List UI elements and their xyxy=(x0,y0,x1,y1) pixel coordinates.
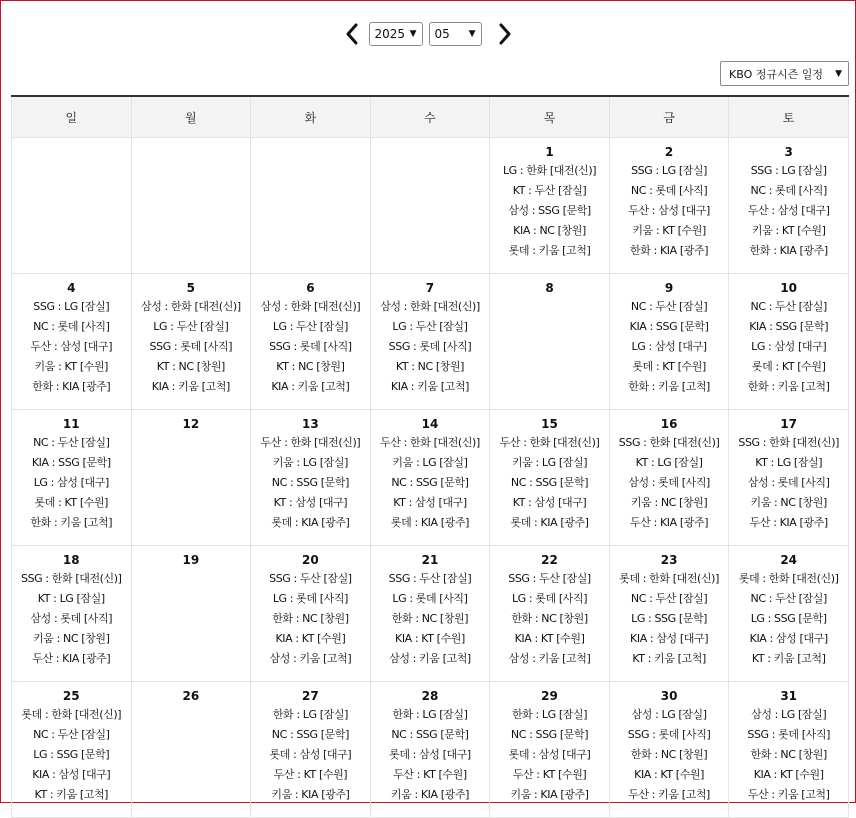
day-cell xyxy=(370,410,490,546)
game-entry: KT : 키움 [고척] xyxy=(751,652,826,665)
game-entry: 한화 : NC [창원] xyxy=(272,612,349,625)
game-entry: 한화 : LG [잠실] xyxy=(392,708,468,721)
game-entry: 두산 : 키움 [고척] xyxy=(628,788,710,801)
day-cell xyxy=(12,546,132,682)
day-cell xyxy=(609,546,729,682)
day-number: 16 xyxy=(660,417,678,431)
day-cell xyxy=(12,410,132,546)
game-entry: 두산 : KT [수원] xyxy=(512,768,587,781)
game-entry: KIA : 삼성 [대구] xyxy=(749,632,828,645)
day-cell xyxy=(729,682,849,818)
day-number: 24 xyxy=(780,553,798,567)
game-entry: SSG : 두산 [잠실] xyxy=(508,572,591,585)
day-cell xyxy=(490,274,610,410)
calendar-body xyxy=(12,138,849,818)
game-entry: KT : 삼성 [대구] xyxy=(512,496,587,509)
game-entry: 두산 : 한화 [대전(신)] xyxy=(380,436,480,449)
game-entry: SSG : 롯데 [사직] xyxy=(149,340,233,353)
day-cell xyxy=(131,274,251,410)
game-entry: 두산 : 삼성 [대구] xyxy=(30,340,113,353)
day-number: 30 xyxy=(660,689,678,703)
weekday-header: 목 xyxy=(490,96,610,138)
game-entry: LG : 두산 [잠실] xyxy=(272,320,348,333)
week-row xyxy=(12,410,849,546)
game-entry: NC : 두산 [잠실] xyxy=(630,300,708,313)
weekday-header: 월 xyxy=(131,96,251,138)
game-entry: NC : 롯데 [사직] xyxy=(33,320,110,333)
day-number: 8 xyxy=(545,281,554,295)
game-entry: KT : 삼성 [대구] xyxy=(273,496,348,509)
game-entry: LG : 롯데 [사직] xyxy=(511,592,588,605)
day-cell xyxy=(490,410,610,546)
game-entry: KIA : 키움 [고척] xyxy=(390,380,469,393)
game-entry: KIA : KT [수원] xyxy=(753,768,824,781)
day-cell xyxy=(609,410,729,546)
game-entry: 롯데 : KIA [광주] xyxy=(271,516,350,529)
day-number: 21 xyxy=(421,553,439,567)
game-entry: KT : 키움 [고척] xyxy=(34,788,109,801)
game-entry: SSG : 두산 [잠실] xyxy=(388,572,472,585)
day-number: 1 xyxy=(545,145,554,159)
game-entry: 삼성 : 키움 [고척] xyxy=(389,652,471,665)
season-type-select-value: KBO 정규시즌 일정 xyxy=(729,67,823,81)
game-entry: KIA : NC [창원] xyxy=(513,224,586,237)
chevron-down-icon: ▼ xyxy=(835,68,842,79)
game-entry: NC : 두산 [잠실] xyxy=(750,592,827,605)
game-entry: SSG : 한화 [대전(신)] xyxy=(618,436,720,449)
month-select[interactable] xyxy=(429,22,482,46)
game-entry: KT : 두산 [잠실] xyxy=(512,184,587,197)
game-entry: KT : 삼성 [대구] xyxy=(393,496,467,509)
weekday-header: 화 xyxy=(251,96,371,138)
game-entry: NC : 두산 [잠실] xyxy=(630,592,708,605)
day-number: 14 xyxy=(421,417,439,431)
game-entry: LG : SSG [문학] xyxy=(750,612,827,625)
game-entry: SSG : LG [잠실] xyxy=(750,164,827,177)
day-number: 2 xyxy=(664,145,674,159)
game-entry: NC : SSG [문학] xyxy=(271,728,350,741)
day-number: 29 xyxy=(541,689,558,703)
game-entry: 롯데 : 삼성 [대구] xyxy=(508,748,591,761)
game-entry: 삼성 : 키움 [고척] xyxy=(508,652,591,665)
week-row xyxy=(12,274,849,410)
day-cell xyxy=(490,546,610,682)
game-entry: 두산 : 한화 [대전(신)] xyxy=(499,436,600,449)
year-select-value: 2025 xyxy=(374,27,406,41)
day-cell xyxy=(131,682,251,818)
game-entry: KIA : SSG [문학] xyxy=(749,320,829,333)
game-entry: LG : 한화 [대전(신)] xyxy=(502,164,597,177)
game-entry: LG : 삼성 [대구] xyxy=(631,340,707,353)
game-entry: 삼성 : 롯데 [사직] xyxy=(30,612,113,625)
game-entry: NC : 두산 [잠실] xyxy=(33,728,110,741)
game-entry: 롯데 : KT [수원] xyxy=(751,360,826,373)
game-entry: 두산 : KT [수원] xyxy=(393,768,467,781)
day-number: 7 xyxy=(425,281,435,295)
prev-month-button[interactable] xyxy=(341,20,363,48)
game-entry: SSG : 롯데 [사직] xyxy=(388,340,472,353)
day-cell xyxy=(729,138,849,274)
game-entry: 한화 : LG [잠실] xyxy=(511,708,588,721)
day-cell xyxy=(609,274,729,410)
day-cell xyxy=(490,138,610,274)
game-entry: 롯데 : KIA [광주] xyxy=(390,516,469,529)
game-entry: NC : 두산 [잠실] xyxy=(33,436,110,449)
game-entry: NC : 롯데 [사직] xyxy=(750,184,827,197)
game-entry: SSG : 두산 [잠실] xyxy=(269,572,352,585)
day-cell xyxy=(729,274,849,410)
game-entry: 키움 : LG [잠실] xyxy=(392,456,468,469)
game-entry: LG : 두산 [잠실] xyxy=(153,320,229,333)
game-entry: SSG : 롯데 [사직] xyxy=(627,728,711,741)
week-row xyxy=(12,546,849,682)
chevron-left-icon xyxy=(345,23,359,45)
game-entry: SSG : 롯데 [사직] xyxy=(747,728,830,741)
game-entry: KIA : 키움 [고척] xyxy=(271,380,350,393)
game-entry: LG : SSG [문학] xyxy=(33,748,110,761)
game-entry: KIA : SSG [문학] xyxy=(629,320,709,333)
day-number: 25 xyxy=(62,689,80,703)
empty-day-cell xyxy=(251,138,371,274)
day-cell xyxy=(490,682,610,818)
day-number: 19 xyxy=(182,553,200,567)
game-entry: 롯데 : KT [수원] xyxy=(34,496,109,509)
season-type-select[interactable] xyxy=(720,61,849,86)
game-entry: KIA : 삼성 [대구] xyxy=(630,632,709,645)
game-entry: KIA : 키움 [고척] xyxy=(151,380,230,393)
game-entry: 삼성 : 롯데 [사직] xyxy=(747,476,830,489)
game-entry: 두산 : KIA [광주] xyxy=(749,516,828,529)
game-entry: 롯데 : KT [수원] xyxy=(632,360,706,373)
game-entry: KT : NC [창원] xyxy=(276,360,345,373)
game-entry: 삼성 : 롯데 [사직] xyxy=(628,476,710,489)
empty-day-cell xyxy=(12,138,132,274)
game-entry: 삼성 : LG [잠실] xyxy=(631,708,707,721)
game-entry: KT : NC [창원] xyxy=(395,360,465,373)
game-entry: SSG : LG [잠실] xyxy=(631,164,708,177)
day-cell xyxy=(609,138,729,274)
game-entry: 삼성 : SSG [문학] xyxy=(508,204,591,217)
game-entry: 롯데 : 키움 [고척] xyxy=(508,244,591,257)
game-entry: SSG : 롯데 [사직] xyxy=(269,340,352,353)
game-entry: 키움 : LG [잠실] xyxy=(272,456,348,469)
game-entry: 키움 : NC [창원] xyxy=(33,632,110,645)
game-entry: LG : 롯데 [사직] xyxy=(392,592,468,605)
game-entry: 키움 : KIA [광주] xyxy=(510,788,589,801)
game-entry: 두산 : KT [수원] xyxy=(273,768,348,781)
day-cell xyxy=(729,546,849,682)
day-cell xyxy=(370,274,490,410)
game-entry: 롯데 : 삼성 [대구] xyxy=(389,748,471,761)
game-entry: 두산 : 삼성 [대구] xyxy=(747,204,830,217)
weekday-header: 금 xyxy=(609,96,729,138)
game-entry: 삼성 : 키움 [고척] xyxy=(269,652,352,665)
game-entry: KT : LG [잠실] xyxy=(635,456,703,469)
day-cell xyxy=(729,410,849,546)
game-entry: NC : SSG [문학] xyxy=(391,476,469,489)
game-entry: 한화 : 키움 [고척] xyxy=(30,516,113,529)
day-number: 10 xyxy=(780,281,798,295)
game-entry: 두산 : 키움 [고척] xyxy=(747,788,830,801)
game-entry: SSG : 한화 [대전(신)] xyxy=(20,572,122,585)
game-entry: 두산 : 한화 [대전(신)] xyxy=(260,436,361,449)
empty-day-cell xyxy=(131,138,251,274)
game-entry: KT : 키움 [고척] xyxy=(632,652,706,665)
month-select-value: 05 xyxy=(434,27,450,41)
game-entry: KIA : KT [수원] xyxy=(634,768,705,781)
day-cell xyxy=(609,682,729,818)
chevron-down-icon: ▼ xyxy=(468,29,476,39)
game-entry: NC : SSG [문학] xyxy=(391,728,469,741)
schedule-calendar xyxy=(11,95,849,818)
game-entry: LG : 두산 [잠실] xyxy=(392,320,468,333)
week-row xyxy=(12,138,849,274)
day-cell xyxy=(12,682,132,818)
game-entry: SSG : LG [잠실] xyxy=(33,300,110,313)
game-entry: 한화 : KIA [광주] xyxy=(32,380,111,393)
game-entry: 롯데 : 한화 [대전(신)] xyxy=(619,572,719,585)
game-entry: 한화 : NC [창원] xyxy=(630,748,708,761)
day-number: 5 xyxy=(186,281,196,295)
day-number: 6 xyxy=(306,281,315,295)
game-entry: 키움 : KT [수원] xyxy=(751,224,826,237)
game-entry: NC : 두산 [잠실] xyxy=(750,300,827,313)
game-entry: LG : 삼성 [대구] xyxy=(33,476,109,489)
game-entry: KIA : KT [수원] xyxy=(275,632,346,645)
day-cell xyxy=(12,274,132,410)
game-entry: LG : SSG [문학] xyxy=(631,612,708,625)
day-number: 26 xyxy=(182,689,200,703)
day-number: 13 xyxy=(302,417,319,431)
day-cell xyxy=(251,410,371,546)
day-number: 20 xyxy=(302,553,319,567)
day-cell xyxy=(251,274,371,410)
game-entry: SSG : 한화 [대전(신)] xyxy=(738,436,839,449)
day-number: 27 xyxy=(302,689,319,703)
chevron-down-icon: ▼ xyxy=(409,29,417,39)
game-entry: 두산 : KIA [광주] xyxy=(630,516,709,529)
game-entry: NC : SSG [문학] xyxy=(510,476,589,489)
game-entry: 롯데 : 한화 [대전(신)] xyxy=(21,708,122,721)
day-number: 23 xyxy=(660,553,678,567)
weekday-header: 수 xyxy=(370,96,490,138)
game-entry: 롯데 : 한화 [대전(신)] xyxy=(738,572,839,585)
game-entry: LG : 롯데 [사직] xyxy=(272,592,348,605)
day-cell xyxy=(370,682,490,818)
game-entry: 삼성 : 한화 [대전(신)] xyxy=(140,300,241,313)
day-cell xyxy=(131,546,251,682)
day-number: 9 xyxy=(664,281,674,295)
game-entry: 한화 : 키움 [고척] xyxy=(747,380,830,393)
game-entry: 삼성 : 한화 [대전(신)] xyxy=(260,300,361,313)
game-entry: 키움 : LG [잠실] xyxy=(511,456,588,469)
game-entry: KT : LG [잠실] xyxy=(37,592,105,605)
game-entry: NC : 롯데 [사직] xyxy=(630,184,708,197)
game-entry: 키움 : KIA [광주] xyxy=(271,788,350,801)
day-number: 3 xyxy=(784,145,793,159)
day-cell xyxy=(370,546,490,682)
day-cell xyxy=(251,546,371,682)
game-entry: 키움 : NC [창원] xyxy=(750,496,827,509)
day-number: 12 xyxy=(182,417,200,431)
game-entry: KT : NC [창원] xyxy=(156,360,225,373)
day-number: 17 xyxy=(780,417,798,431)
day-cell xyxy=(131,410,251,546)
game-entry: KIA : SSG [문학] xyxy=(31,456,111,469)
weekday-header: 토 xyxy=(729,96,849,138)
empty-day-cell xyxy=(370,138,490,274)
game-entry: KIA : KT [수원] xyxy=(514,632,585,645)
game-entry: 한화 : NC [창원] xyxy=(391,612,469,625)
day-number: 18 xyxy=(62,553,80,567)
game-entry: 한화 : NC [창원] xyxy=(750,748,827,761)
game-entry: 두산 : 삼성 [대구] xyxy=(628,204,710,217)
game-entry: KIA : KT [수원] xyxy=(395,632,465,645)
day-number: 28 xyxy=(421,689,439,703)
year-select[interactable] xyxy=(369,22,423,46)
weekday-header: 일 xyxy=(12,96,132,138)
game-entry: KIA : 삼성 [대구] xyxy=(32,768,111,781)
game-entry: 키움 : KIA [광주] xyxy=(390,788,469,801)
game-entry: NC : SSG [문학] xyxy=(271,476,350,489)
day-number: 22 xyxy=(541,553,558,567)
chevron-right-icon xyxy=(498,23,512,45)
weekday-header-row xyxy=(12,96,849,138)
game-entry: 키움 : KT [수원] xyxy=(632,224,706,237)
game-entry: KT : LG [잠실] xyxy=(755,456,823,469)
game-entry: 한화 : KIA [광주] xyxy=(749,244,828,257)
game-entry: 한화 : LG [잠실] xyxy=(272,708,348,721)
game-entry: 두산 : KIA [광주] xyxy=(32,652,111,665)
day-number: 4 xyxy=(67,281,76,295)
next-month-button[interactable] xyxy=(494,20,516,48)
game-entry: 롯데 : 삼성 [대구] xyxy=(269,748,352,761)
day-number: 15 xyxy=(541,417,558,431)
game-entry: 삼성 : LG [잠실] xyxy=(751,708,827,721)
game-entry: 한화 : KIA [광주] xyxy=(630,244,709,257)
game-entry: 한화 : NC [창원] xyxy=(511,612,588,625)
day-number: 11 xyxy=(62,417,80,431)
game-entry: 삼성 : 한화 [대전(신)] xyxy=(380,300,480,313)
day-cell xyxy=(251,682,371,818)
month-navigation xyxy=(0,20,856,48)
game-entry: 키움 : NC [창원] xyxy=(630,496,708,509)
game-entry: 롯데 : KIA [광주] xyxy=(510,516,589,529)
game-entry: LG : 삼성 [대구] xyxy=(751,340,827,353)
game-entry: 키움 : KT [수원] xyxy=(34,360,109,373)
game-entry: NC : SSG [문학] xyxy=(510,728,589,741)
day-number: 31 xyxy=(780,689,798,703)
week-row xyxy=(12,682,849,818)
game-entry: 한화 : 키움 [고척] xyxy=(628,380,710,393)
